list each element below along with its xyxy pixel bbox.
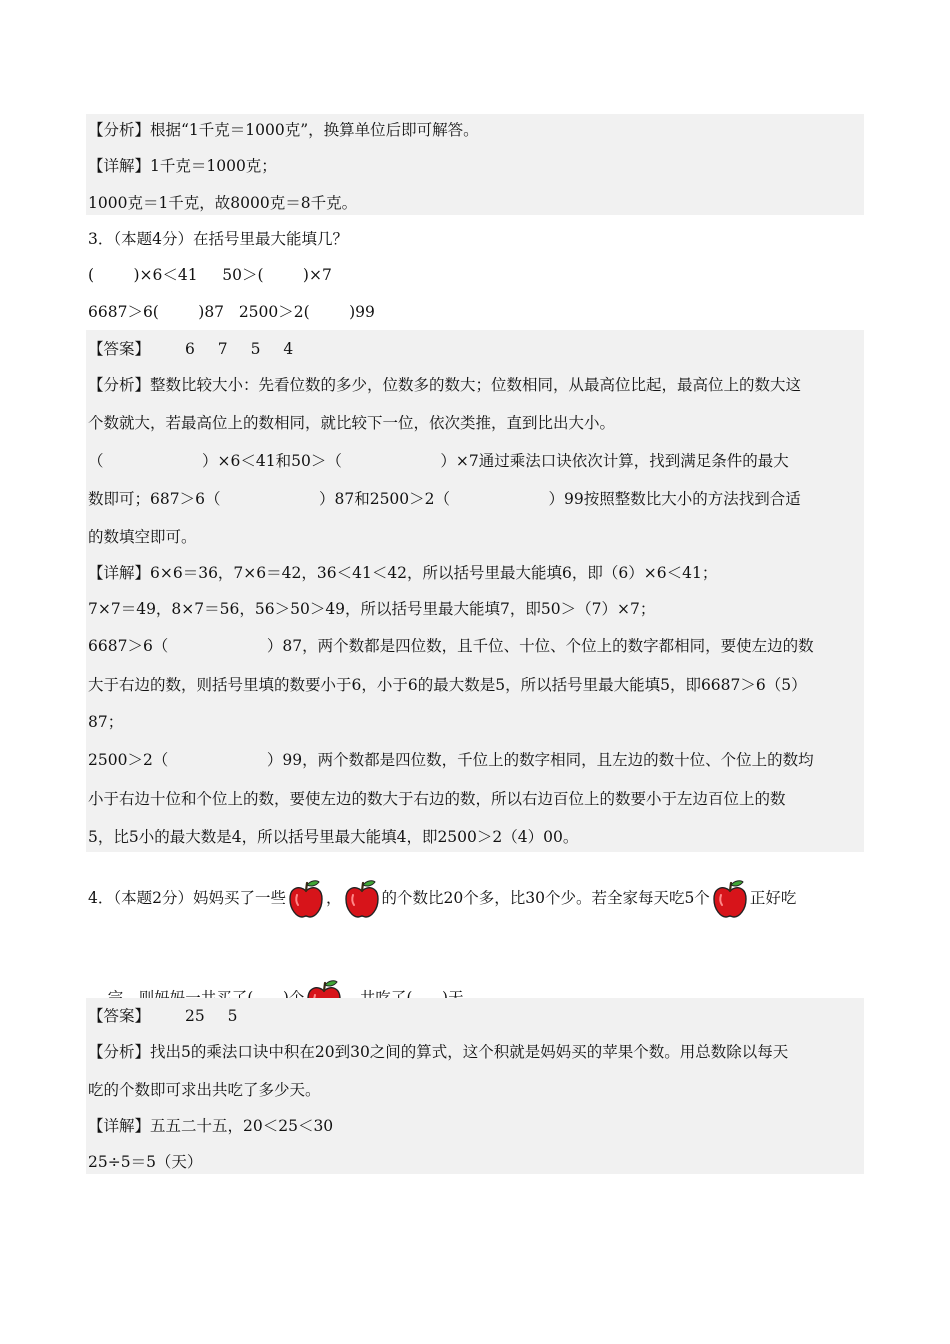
question-3-row-1: ( )×6＜41 50＞( )×7 bbox=[88, 266, 332, 284]
answer-values bbox=[185, 1007, 256, 1025]
detail-text: 【详解】1千克＝1000克； bbox=[88, 157, 277, 175]
question-3-title: 3．（本题4分）在括号里最大能填几？ bbox=[88, 230, 348, 248]
analysis-text: 【分析】根据“1千克＝1000克”，换算单位后即可解答。 bbox=[88, 121, 479, 139]
detail-text: 小于右边十位和个位上的数，要使左边的数大于右边的数，所以右边百位上的数要小于左边百位上的数 bbox=[88, 790, 786, 808]
answer-value: 4 bbox=[283, 340, 294, 358]
answer-value: 5 bbox=[250, 340, 261, 358]
solution-block-3 bbox=[86, 330, 864, 852]
analysis-text: （ ）×6＜41和50＞（ ）×7通过乘法口诀依次计算，找到满足条件的最大 bbox=[88, 452, 789, 470]
question-4-title bbox=[88, 878, 796, 918]
question-4-text: ， bbox=[325, 889, 342, 907]
analysis-text: 的数填空即可。 bbox=[88, 528, 197, 546]
answer-label: 【答案】 bbox=[88, 340, 151, 358]
detail-text: 87； bbox=[88, 713, 124, 731]
question-4-text: 正好吃 bbox=[749, 889, 797, 907]
answer-value: 7 bbox=[217, 340, 228, 358]
answer-values bbox=[185, 340, 311, 358]
detail-text: 25÷5＝5（天） bbox=[88, 1153, 203, 1171]
analysis-text: 吃的个数即可求出共吃了多少天。 bbox=[88, 1081, 321, 1099]
detail-text: 5，比5小的最大数是4，所以括号里最大能填4，即2500＞2（4）00。 bbox=[88, 828, 579, 846]
answer-row bbox=[88, 339, 311, 359]
analysis-text: 个数就大，若最高位上的数相同，就比较下一位，依次类推，直到比出大小。 bbox=[88, 414, 616, 432]
detail-text: 7×7＝49，8×7＝56，56＞50＞49，所以括号里最大能填7，即50＞（7）×7； bbox=[88, 600, 656, 618]
analysis-text: 数即可；687＞6（ ）87和2500＞2（ ）99按照整数比大小的方法找到合适 bbox=[88, 490, 801, 508]
answer-value: 5 bbox=[227, 1007, 238, 1025]
question-3-row-2: 6687＞6( )87 2500＞2( )99 bbox=[88, 303, 375, 321]
question-4-text: 4．（本题2分）妈妈买了一些 bbox=[88, 889, 286, 907]
detail-text: 1000克＝1千克，故8000克＝8千克。 bbox=[88, 194, 358, 212]
apple-icon bbox=[710, 879, 750, 919]
apple-icon bbox=[342, 879, 382, 919]
answer-row bbox=[88, 1006, 256, 1026]
detail-text: 6687＞6（ ）87，两个数都是四位数，且千位、十位、个位上的数字都相同，要使左边的数 bbox=[88, 637, 814, 655]
question-4-line-2 bbox=[88, 938, 479, 978]
apple-icon bbox=[286, 879, 326, 919]
answer-label: 【答案】 bbox=[88, 1007, 151, 1025]
analysis-text: 【分析】整数比较大小：先看位数的多少，位数多的数大；位数相同，从最高位比起，最高位上的数大这 bbox=[88, 376, 802, 394]
question-4-text: 的个数比20个多，比30个少。若全家每天吃5个 bbox=[381, 889, 710, 907]
detail-text: 【详解】五五二十五，20＜25＜30 bbox=[88, 1117, 334, 1135]
analysis-text: 【分析】找出5的乘法口诀中积在20到30之间的算式，这个积就是妈妈买的苹果个数。用总数除以每天 bbox=[88, 1043, 789, 1061]
answer-value: 6 bbox=[184, 340, 195, 358]
detail-text: 大于右边的数，则括号里填的数要小于6，小于6的最大数是5，所以括号里最大能填5，即6687＞6（5） bbox=[88, 676, 807, 694]
detail-text: 【详解】6×6＝36，7×6＝42，36＜41＜42，所以括号里最大能填6，即（6）×6＜41； bbox=[88, 564, 718, 582]
detail-text: 2500＞2（ ）99，两个数都是四位数，千位上的数字相同，且左边的数十位、个位上的数均 bbox=[88, 751, 814, 769]
answer-value: 25 bbox=[184, 1007, 205, 1025]
